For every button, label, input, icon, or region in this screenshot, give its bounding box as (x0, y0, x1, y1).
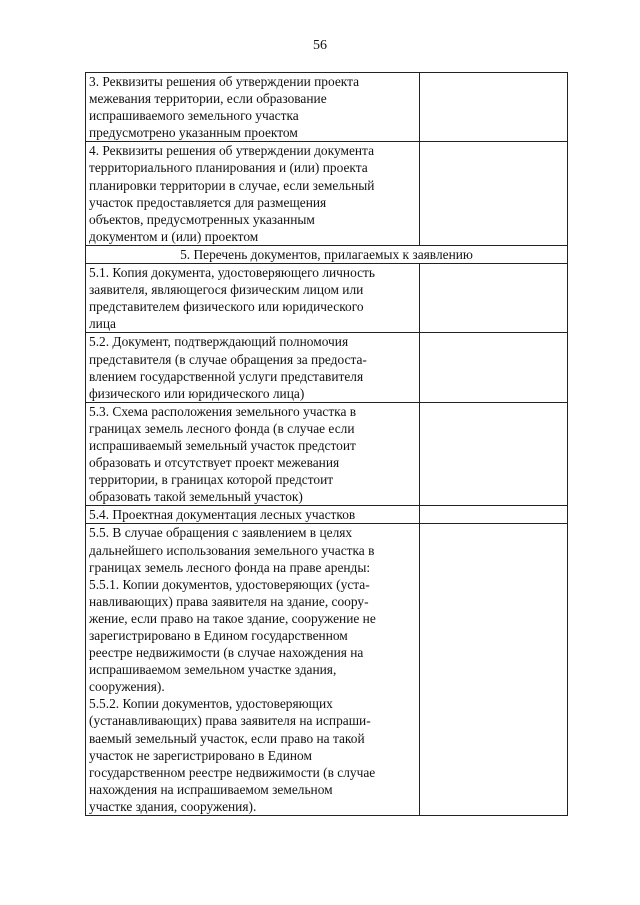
row-5-4-text (86, 506, 420, 524)
row-5-2-text (86, 333, 420, 402)
row-5-3-text (86, 402, 420, 506)
text-line: планировки территории в случае, если земельный (89, 177, 375, 193)
text-line: участок не зарегистрировано в Едином (89, 747, 312, 763)
text-line: сооружения). (89, 679, 165, 695)
text-line: испрашиваемом земельном участке здания, (89, 662, 337, 678)
text-line: государственном реестре недвижимости (в случае (89, 764, 376, 780)
text-line: 5.4. Проектная документация лесных участков (89, 507, 356, 523)
table-row (86, 402, 568, 506)
text-line: физического или юридического лица) (89, 385, 305, 401)
text-line: 5.2. Документ, подтверждающий полномочия (89, 334, 349, 350)
table-row (86, 264, 568, 333)
text-line: межевания территории, если образование (89, 91, 327, 107)
text-line: документом и (или) проектом (89, 228, 259, 244)
text-line: участок предоставляется для размещения (89, 194, 327, 210)
text-line: границах земель лесного фонда на праве аренды: (89, 559, 371, 575)
table-row (86, 333, 568, 402)
row-5-1-value-cell[interactable] (420, 264, 568, 333)
row-3-value-cell[interactable] (420, 73, 568, 142)
text-line: влением государственной услуги представителя (89, 368, 364, 384)
text-line: заявителя, являющегося физическим лицом или (89, 282, 364, 298)
text-line: образовать и отсутствует проект межевания (89, 455, 340, 471)
table-row (86, 245, 568, 263)
text-line: испрашиваемый земельный участок предстоит (89, 437, 356, 453)
text-line: представителем физического или юридического (89, 299, 364, 315)
row-5-5-text (86, 524, 420, 816)
text-line: реестре недвижимости (в случае нахождения на (89, 645, 364, 661)
text-line: 5.5. В случае обращения с заявлением в целях (89, 525, 353, 541)
text-line: лица (89, 316, 116, 332)
text-line: жение, если право на такое здание, сооружение не (89, 610, 376, 626)
table-row (86, 142, 568, 246)
text-line: объектов, предусмотренных указанным (89, 211, 315, 227)
row-4-value-cell[interactable] (420, 142, 568, 246)
section-5-header: 5. Перечень документов, прилагаемых к заявлению (86, 245, 568, 263)
text-line: представителя (в случае обращения за предоста- (89, 351, 367, 367)
row-3-text (86, 73, 420, 142)
row-5-3-value-cell[interactable] (420, 402, 568, 506)
text-line: участке здания, сооружения). (89, 798, 257, 814)
table-row (86, 73, 568, 142)
row-5-4-value-cell[interactable] (420, 506, 568, 524)
text-line: ваемый земельный участок, если право на такой (89, 730, 365, 746)
text-line: 3. Реквизиты решения об утверждении проекта (89, 74, 360, 89)
text-line: образовать такой земельный участок) (89, 489, 303, 505)
text-line: нахождения на испрашиваемом земельном (89, 781, 333, 797)
text-line: (устанавливающих) права заявителя на испраши- (89, 713, 371, 729)
table-row (86, 524, 568, 816)
text-line: границах земель лесного фонда (в случае если (89, 420, 355, 436)
text-line: дальнейшего использования земельного участка в (89, 542, 375, 558)
text-line: 4. Реквизиты решения об утверждении документа (89, 143, 375, 159)
text-line: территориального планирования и (или) проекта (89, 160, 368, 176)
text-line: навливающих) права заявителя на здание, соору- (89, 593, 369, 609)
text-line: 5.5.2. Копии документов, удостоверяющих (89, 696, 333, 712)
text-line: 5.3. Схема расположения земельного участка в (89, 403, 357, 419)
text-line: испрашиваемого земельного участка (89, 108, 299, 124)
document-table (85, 72, 568, 816)
row-5-2-value-cell[interactable] (420, 333, 568, 402)
page-number: 56 (313, 38, 327, 53)
text-line: 5.5.1. Копии документов, удостоверяющих (уста- (89, 576, 370, 592)
text-line: предусмотрено указанным проектом (89, 125, 298, 141)
row-5-5-value-cell[interactable] (420, 524, 568, 816)
row-4-text (86, 142, 420, 246)
text-line: зарегистрировано в Едином государственном (89, 628, 348, 643)
row-5-1-text (86, 264, 420, 333)
table-row (86, 506, 568, 524)
text-line: территории, в границах которой предстоит (89, 472, 334, 488)
text-line: 5.1. Копия документа, удостоверяющего личность (89, 265, 376, 281)
